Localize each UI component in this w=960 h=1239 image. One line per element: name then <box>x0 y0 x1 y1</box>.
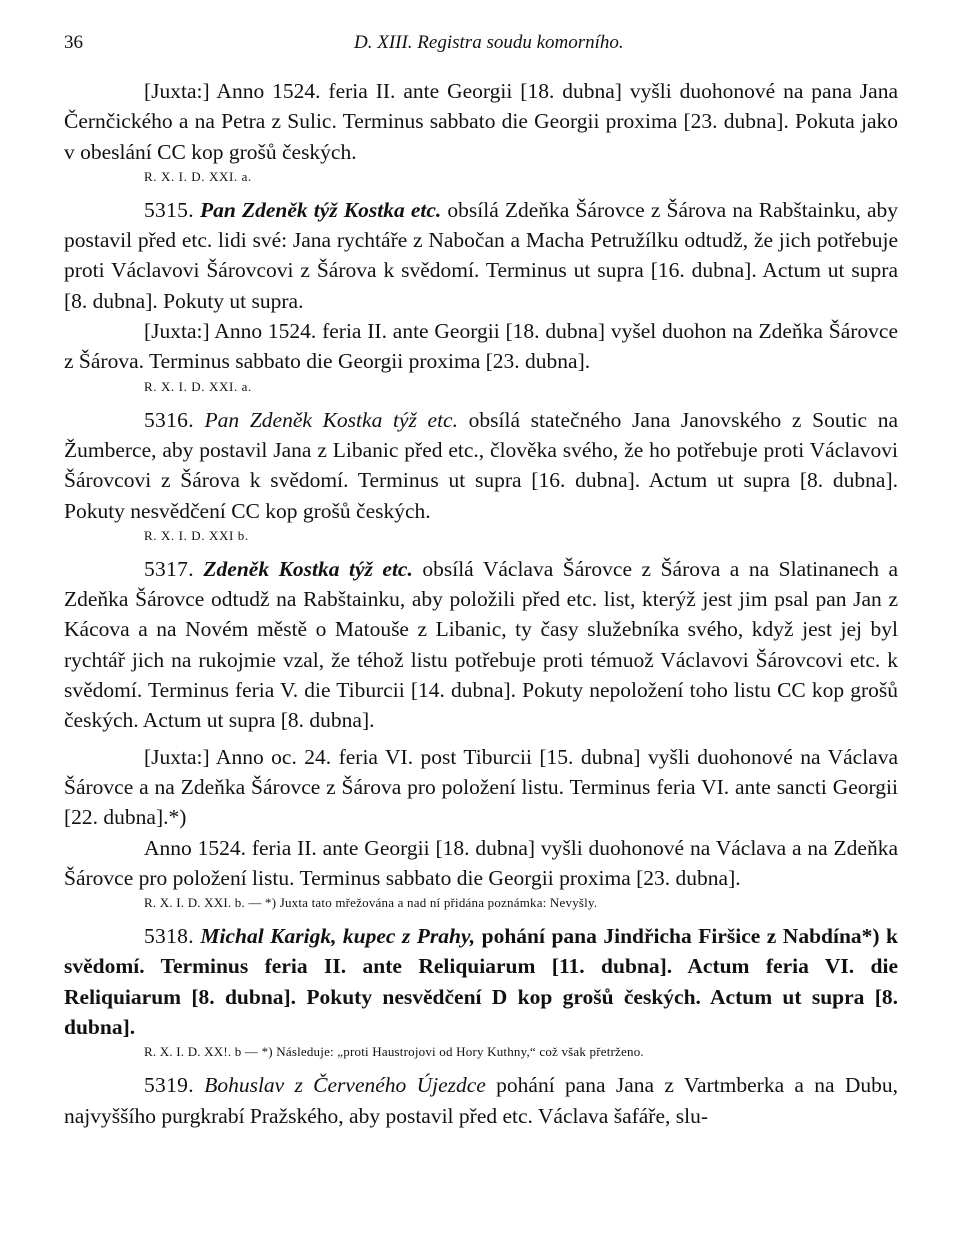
page-header <box>64 32 898 76</box>
archival-signature-footnote: R. X. I. D. XX!. b — *) Následuje: „proti Haustrojovi od Hory Kuthny,“ což však přetrženo. <box>144 1044 644 1060</box>
entry-title: Zdeněk Kostka týž etc. <box>203 556 413 581</box>
entry-paragraph: [Juxta:] Anno 1524. feria II. ante Georgii [18. dubna] vyšli duohonové na pana Jana Černčického a na Petra z Sulic. Terminus sabbato die Georgii proxima [23. dubna]. Pokuta jako v obeslání CC kop grošů českých. <box>64 79 898 164</box>
entry-number: 5318. <box>144 924 194 949</box>
entry-5317 <box>64 554 898 736</box>
entry-text: pohání pana Jindřicha Firšice z Nabdína*) k svědomí. Terminus feria II. ante Reliquiarum [11. dubna]. Actum feria VI. die Reliquiarum [8. dubna]. Pokuty nesvědčení D kop grošů českých. Actum ut supra [8. dubna]. <box>64 924 899 1040</box>
entry-text: pohání pana Jana z Vartmberka a na Dubu, najvyššího purgkrabí Pražského, aby postavil před etc. Václava šafáře, slu- <box>64 1073 899 1128</box>
entry-paragraph: Anno 1524. feria II. ante Georgii [18. dubna] vyšli duohonové na Václava a na Zdeňka Šárovce pro položení listu. Terminus sabbato die Georgii proxima [23. dubna]. <box>64 835 898 890</box>
archival-signature: R. X. I. D. XXI. a. <box>144 168 252 184</box>
entry-title: Michal Karigk, kupec z Prahy, <box>200 924 476 949</box>
entry-5318 <box>64 921 898 1042</box>
entry-number: 5319. <box>144 1073 194 1098</box>
entry-text: obsílá Zdeňka Šárovce z Šárova na Rabštainku, aby postavil před etc. lidi své: Jana rychtáře z Nabočan a Macha Petružílku odtudž, že jich potřebuje proti Václavovi Šárovcovi z Šárova k svědomí. Terminus ut supra [16. dubna]. Actum ut supra [8. dubna]. Pokuty ut supra. <box>64 197 899 313</box>
entry-number: 5316. <box>144 407 194 432</box>
archival-signature: R. X. I. D. XXI. a. <box>144 378 252 394</box>
entry-title: Pan Zdeněk Kostka týž etc. <box>204 407 458 432</box>
entry-paragraph: [Juxta:] Anno oc. 24. feria VI. post Tiburcii [15. dubna] vyšli duohonové na Václava Šárovce a na Zdeňka Šárovce z Šárova pro položení listu. Terminus feria VI. ante sancti Georgii [22. dubna].*) <box>64 744 898 830</box>
entry-title: Pan Zdeněk týž Kostka etc. <box>200 197 442 222</box>
entry-paragraph: [Juxta:] Anno 1524. feria II. ante Georgii [18. dubna] vyšel duohon na Zdeňka Šárovce z Šárova. Terminus sabbato die Georgii proxima [23. dubna]. <box>64 319 898 374</box>
document-body <box>64 76 898 1131</box>
archival-signature: R. X. I. D. XXI b. <box>144 527 249 543</box>
entry-text: obsílá Václava Šárovce z Šárova a na Slatinanech a Zdeňka Šárovce odtudž na Rabštainku, aby položili před etc. list, kterýž jest jim psal pan Jan z Kácova a na Novém městě o Matouše z Libanic, ty časy služebníka svého, když jest jej byl rychtář jich na rukojmie vzal, že téhož listu potřebuje proti témuož Václavovi Šárovcovi etc. k svědomí. Terminus feria V. die Tiburcii [14. dubna]. Pokuty nepoložení toho listu CC kop grošů českých. Actum ut supra [8. dubna]. <box>64 556 898 733</box>
entry-5316 <box>64 405 898 526</box>
entry-number: 5317. <box>144 556 194 581</box>
archival-signature-footnote: R. X. I. D. XXI. b. — *) Juxta tato mřežována a nad ní přidána poznámka: Nevyšly. <box>144 895 598 911</box>
running-title: D. XIII. Registra soudu komorního. <box>354 32 624 53</box>
entry-text: obsílá statečného Jana Janovského z Soutic na Žumberce, aby postavil Jana z Libanic před etc., člověka svého, že ho potřebuje proti Václavovi Šárovcovi z Šárova k svědomí. Terminus ut supra [16. dubna]. Actum ut supra [8. dubna]. Pokuty nesvědčení CC kop grošů českých. <box>64 407 899 523</box>
page-number: 36 <box>64 32 83 53</box>
entry-5315 <box>64 195 898 316</box>
entry-number: 5315. <box>144 197 194 222</box>
entry-5319 <box>64 1070 898 1131</box>
entry-title: Bohuslav z Červeného Újezdce <box>204 1073 486 1098</box>
